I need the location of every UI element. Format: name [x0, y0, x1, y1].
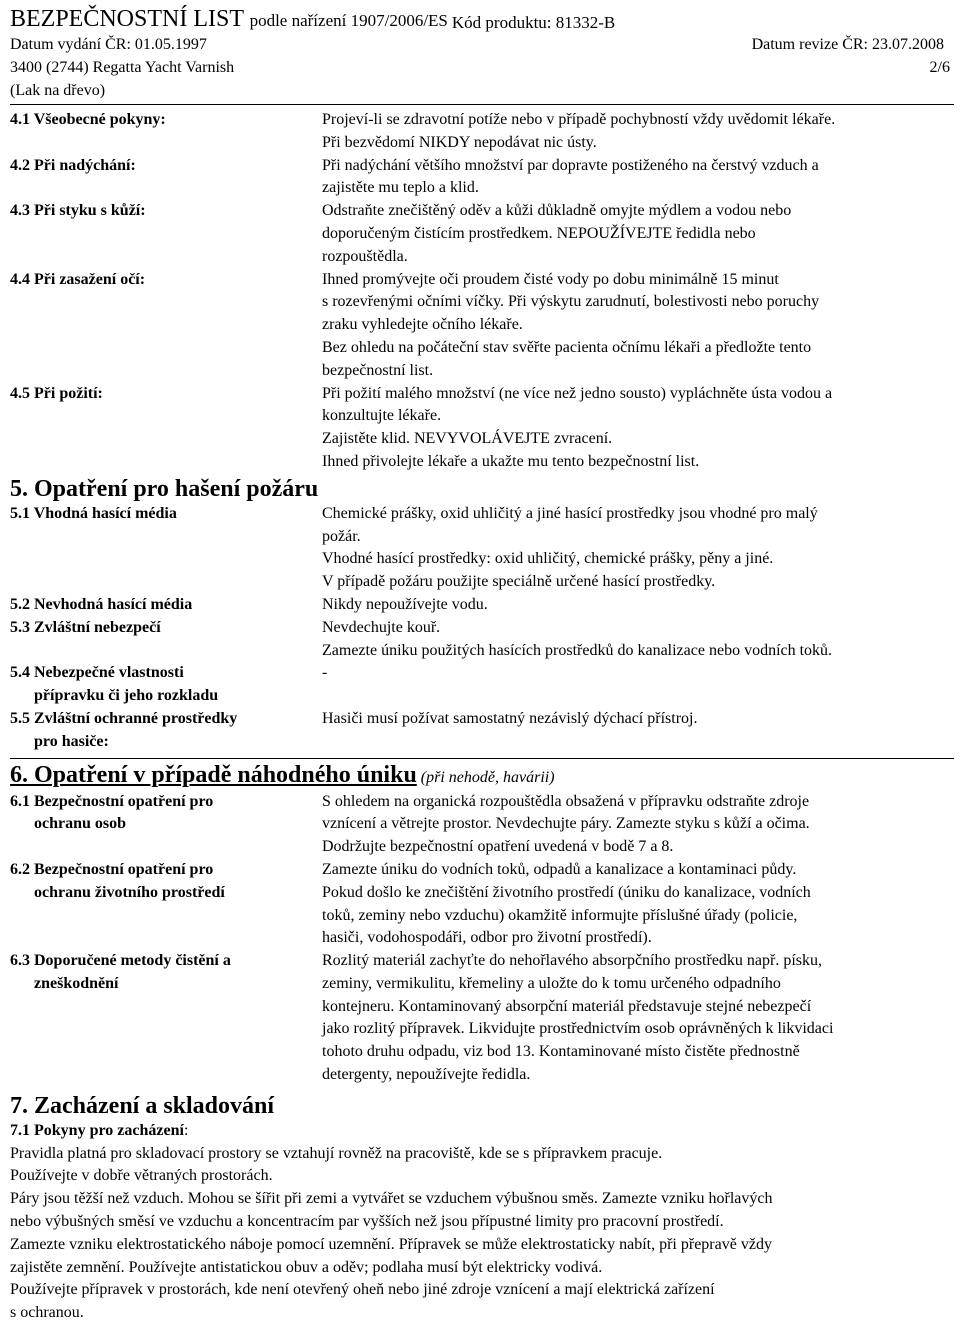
- label-4-1: 4.1 Všeobecné pokyny:: [10, 111, 166, 128]
- text-4-3: [322, 200, 954, 268]
- line: 6.1 Bezpečnostní opatření pro: [10, 792, 214, 810]
- line: ochranu životního prostředí: [34, 883, 225, 901]
- line: vznícení a větrejte prostor. Nevdechujte páry. Zamezte styku s kůží a očima.: [322, 815, 810, 833]
- line: Projeví-li se zdravotní potíže nebo v případě pochybností vždy uvědomit lékaře.: [322, 111, 836, 128]
- row-5-5: [10, 708, 954, 754]
- label-5-3: 5.3 Zvláštní nebezpečí: [10, 618, 161, 636]
- line: tohoto druhu odpadu, viz bod 13. Kontaminované místo čistěte přednostně: [322, 1043, 800, 1061]
- text-5-3: [322, 617, 954, 663]
- line: Vhodné hasící prostředky: oxid uhličitý, chemické prášky, pěny a jiné.: [322, 550, 774, 568]
- line: Rozlitý materiál zachyťte do nehořlavého absorpčního prostředku např. písku,: [322, 952, 823, 970]
- line: zraku vyhledejte očního lékaře.: [322, 316, 523, 334]
- text-4-1: [322, 109, 954, 155]
- row-5-3: [10, 617, 954, 663]
- line: Při bezvědomí NIKDY nepodávat nic ústy.: [322, 133, 597, 151]
- line: 6.3 Doporučené metody čistění a: [10, 952, 231, 970]
- header-dates-row: [10, 33, 954, 56]
- line: hasiči, vodohospodáři, odbor pro životní prostředí).: [322, 929, 652, 947]
- text-4-4: [322, 269, 954, 383]
- row-4-3: [10, 200, 954, 268]
- paragraph-line: s ochranou.: [10, 1304, 84, 1322]
- row-6-1: [10, 791, 954, 859]
- line: 6.2 Bezpečnostní opatření pro: [10, 860, 214, 878]
- line: konzultujte lékaře.: [322, 407, 442, 425]
- product-code: Kód produktu: 81332-B: [451, 13, 616, 32]
- paragraph-line: nebo výbušných směsí ve vzduchu a koncentracím par vyšších než jsou přípustné limity pro pracovní prostředí.: [10, 1213, 724, 1231]
- product-description: (Lak na dřevo): [10, 82, 106, 99]
- label-4-4: 4.4 Při zasažení očí:: [10, 270, 146, 288]
- header-product-row: [10, 56, 954, 79]
- section-6-note: (při nehodě, havárii): [416, 768, 555, 786]
- label-5-4: [10, 662, 322, 708]
- line: s rozevřenými očními víčky. Při výskytu zarudnutí, bolestivosti nebo poruchy: [322, 293, 820, 311]
- line: rozpouštědla.: [322, 247, 408, 265]
- text-4-5: [322, 383, 954, 474]
- line: zajistěte mu teplo a klid.: [322, 179, 479, 197]
- line: Pokud došlo ke znečištění životního prostředí (úniku do kanalizace, vodních: [322, 883, 811, 901]
- line: ochranu osob: [34, 815, 127, 833]
- paragraph-line: Používejte v dobře větraných prostorách.: [10, 1167, 273, 1185]
- line: Zamezte úniku do vodních toků, odpadů a kanalizace a kontaminaci půdy.: [322, 860, 797, 878]
- line: Nevdechujte kouř.: [322, 618, 441, 636]
- section-7-heading: 7. Zacházení a skladování: [10, 1092, 275, 1119]
- paragraph-line: Páry jsou těžší než vzduch. Mohou se šířit při zemi a vytvářet se vzduchem výbušnou směs. Zamezte vzniku hořlavých: [10, 1190, 773, 1208]
- colon: :: [183, 1121, 189, 1139]
- line: jako rozlitý přípravek. Likvidujte prostřednictvím osob oprávněných k likvidaci: [322, 1020, 834, 1038]
- label-5-2: 5.2 Nevhodná hasící média: [10, 595, 193, 613]
- label-7-1: 7.1 Pokyny pro zacházení: [10, 1121, 184, 1139]
- paragraph-line: Používejte přípravek v prostorách, kde není otevřený oheň nebo jiné zdroje vznícení a mají elektrická zařízení: [10, 1281, 715, 1299]
- row-6-3: [10, 950, 954, 1087]
- row-5-2: [10, 594, 954, 617]
- text-5-1: [322, 503, 954, 594]
- line: detergenty, nepoužívejte ředidla.: [322, 1066, 531, 1084]
- section-5-heading: 5. Opatření pro hašení požáru: [10, 475, 319, 502]
- line: Zajistěte klid. NEVYVOLÁVEJTE zvracení.: [322, 430, 613, 448]
- line: přípravku či jeho rozkladu: [34, 687, 219, 705]
- label-6-1: [10, 791, 322, 859]
- section-divider: [10, 758, 954, 759]
- label-6-2: [10, 859, 322, 950]
- document-page: [10, 6, 954, 1325]
- section-6-title: 6. Opatření v případě náhodného úniku: [10, 761, 417, 788]
- line: doporučeným čistícím prostředkem. NEPOUŽÍVEJTE ředidla nebo: [322, 224, 756, 242]
- label-5-1: 5.1 Vhodná hasící média: [10, 504, 177, 522]
- text-6-1: [322, 791, 954, 859]
- revision-date: Datum revize ČR: 23.07.2008: [751, 36, 944, 53]
- subsection-7-1-heading: [10, 1120, 954, 1143]
- line: toků, zeminy nebo vzduchu) okamžitě informujte příslušné úřady (policie,: [322, 906, 798, 924]
- row-6-2: [10, 859, 954, 950]
- line: bezpečnostní list.: [322, 361, 434, 379]
- label-6-3: [10, 950, 322, 1087]
- page-number: 2/6: [929, 59, 950, 76]
- paragraph-line: zajistěte zemnění. Používejte antistatickou obuv a oděv; podlaha musí být elektricky vodivá.: [10, 1258, 603, 1276]
- line: Odstraňte znečištěný oděv a kůži důkladně omyjte mýdlem a vodou nebo: [322, 202, 792, 220]
- header-title-row: [10, 6, 954, 33]
- line: Při požití malého množství (ne více než jedno sousto) vypláchněte ústa vodou a: [322, 384, 833, 402]
- product-name: 3400 (2744) Regatta Yacht Varnish: [10, 59, 235, 76]
- line: Ihned přivolejte lékaře a ukažte mu tento bezpečnostní list.: [322, 452, 700, 470]
- text-5-5: Hasiči musí požívat samostatný nezávislý dýchací přístroj.: [322, 709, 698, 727]
- line: V případě požáru použijte speciálně určené hasící prostředky.: [322, 573, 716, 591]
- line: Dodržujte bezpečnostní opatření uvedená v bodě 7 a 8.: [322, 838, 674, 856]
- line: Zamezte úniku použitých hasících prostředků do kanalizace nebo vodních toků.: [322, 641, 833, 659]
- line: 5.5 Zvláštní ochranné prostředky: [10, 709, 238, 727]
- row-4-4: [10, 269, 954, 383]
- row-5-1: [10, 503, 954, 594]
- label-4-3: 4.3 Při styku s kůží:: [10, 202, 146, 220]
- line: Chemické prášky, oxid uhličitý a jiné hasící prostředky jsou vhodné pro malý: [322, 504, 818, 522]
- row-4-1: [10, 109, 954, 155]
- paragraph-line: Pravidla platná pro skladovací prostory se vztahují rovněž na pracoviště, kde se s přípravkem pracuje.: [10, 1144, 663, 1162]
- row-4-2: [10, 155, 954, 201]
- label-4-5: 4.5 Při požití:: [10, 384, 103, 402]
- text-4-2: [322, 155, 954, 201]
- text-6-3: [322, 950, 954, 1087]
- line: Při nadýchání většího množství par dopravte postiženého na čerstvý vzduch a: [322, 156, 819, 174]
- row-4-5: [10, 383, 954, 474]
- text-5-4: -: [322, 664, 328, 682]
- issue-date: Datum vydání ČR: 01.05.1997: [10, 36, 207, 53]
- regulation-text: podle nařízení 1907/2006/ES: [249, 11, 448, 30]
- text-6-2: [322, 859, 954, 950]
- document-title: [10, 6, 448, 32]
- label-4-2: 4.2 Při nadýchání:: [10, 156, 136, 174]
- line: kontejneru. Kontaminovaný absorpční materiál představuje stejné nebezpečí: [322, 997, 812, 1015]
- section-6-heading: [10, 762, 954, 791]
- line: S ohledem na organická rozpouštědla obsažená v přípravku odstraňte zdroje: [322, 792, 810, 810]
- line: Bez ohledu na počáteční stav svěřte pacienta očnímu lékaři a předložte tento: [322, 338, 812, 356]
- title-text: BEZPEČNOSTNÍ LIST: [10, 6, 244, 32]
- text-5-2: Nikdy nepoužívejte vodu.: [322, 595, 488, 613]
- line: 5.4 Nebezpečné vlastnosti: [10, 664, 184, 682]
- paragraph-line: Zamezte vzniku elektrostatického náboje pomocí uzemnění. Přípravek se může elektrostaticky nabít, při přepravě vždy: [10, 1235, 772, 1253]
- line: zneškodnění: [34, 974, 119, 992]
- line: zeminy, vermikulitu, křemeliny a uložte do k tomu určeného odpadního: [322, 974, 781, 992]
- row-5-4: [10, 662, 954, 708]
- line: požár.: [322, 527, 361, 545]
- label-5-5: [10, 708, 322, 754]
- header-divider: [10, 104, 954, 105]
- line: Ihned promývejte oči proudem čisté vody po dobu minimálně 15 minut: [322, 270, 779, 288]
- line: pro hasiče:: [34, 732, 109, 750]
